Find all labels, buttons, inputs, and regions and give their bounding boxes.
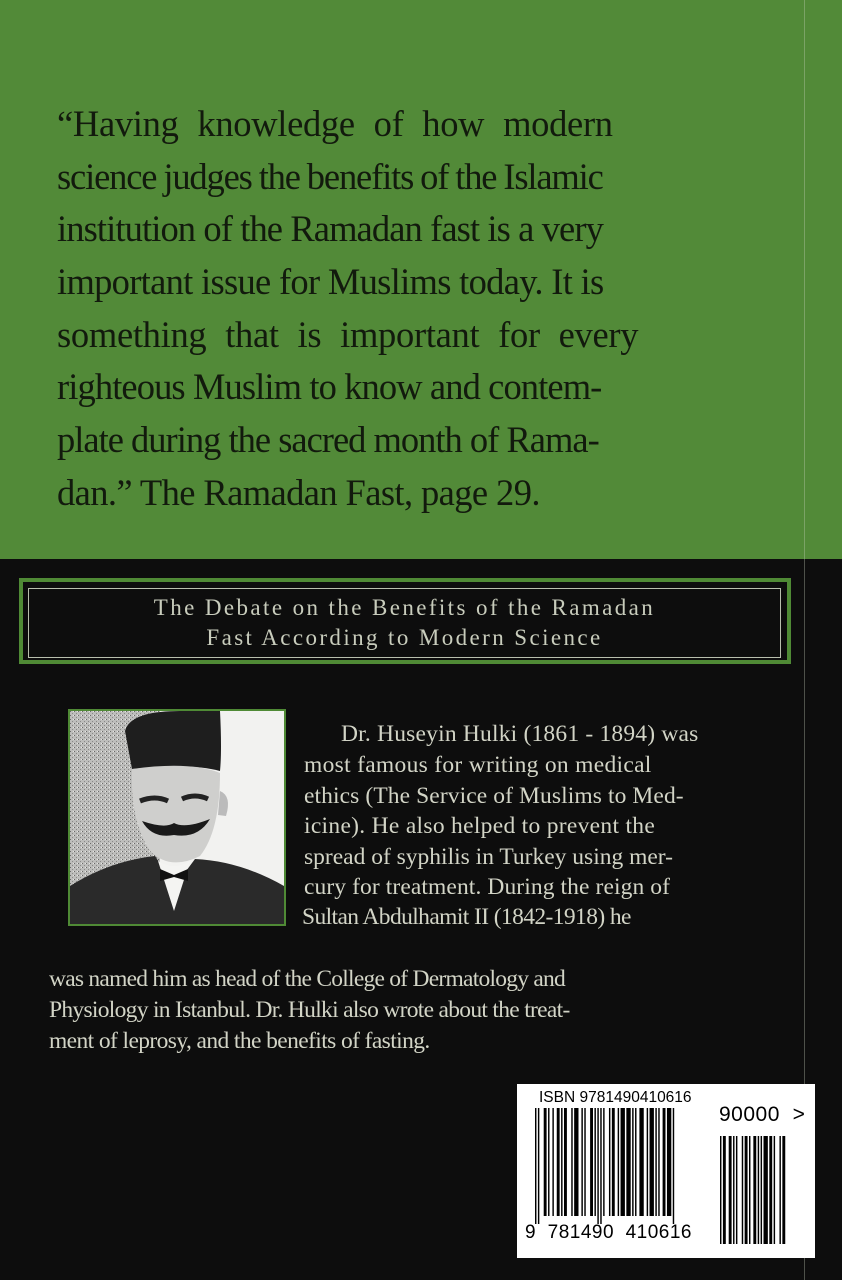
- barcode-bar: [597, 1108, 598, 1224]
- barcode-bar: [594, 1108, 595, 1216]
- barcode-bar: [564, 1108, 567, 1216]
- bio-line: icine). He also helped to prevent the: [304, 813, 656, 839]
- quote-line: plate during the sacred month of Rama-: [57, 419, 599, 461]
- book-title-line-2: Fast According to Modern Science: [206, 625, 603, 650]
- barcode-bar: [548, 1108, 549, 1216]
- barcode-bar: [612, 1108, 615, 1216]
- bio-line: Dr. Huseyin Hulki (1861 - 1894) was: [341, 721, 699, 747]
- barcode-bar: [658, 1108, 659, 1216]
- barcode-bar: [663, 1108, 666, 1216]
- isbn-barcode: [517, 1084, 815, 1258]
- barcode-bar: [720, 1136, 721, 1244]
- barcode-bar: [667, 1108, 671, 1216]
- barcode-bar: [581, 1108, 582, 1216]
- barcode-bar: [673, 1108, 674, 1224]
- barcode-bar: [621, 1108, 625, 1216]
- barcode-bar: [761, 1136, 762, 1244]
- barcode-bar: [574, 1108, 578, 1216]
- author-portrait-photo: [68, 709, 286, 926]
- barcode-bar: [552, 1108, 553, 1216]
- quote-line: science judges the benefits of the Islamic: [57, 155, 603, 197]
- barcode-bar: [584, 1108, 585, 1216]
- bio-line: most famous for writing on medical: [304, 752, 652, 778]
- barcode-bar: [538, 1108, 539, 1224]
- bio-line: ment of leprosy, and the benefits of fasting.: [49, 1028, 430, 1054]
- barcode-bar: [655, 1108, 656, 1216]
- quote-line: righteous Muslim to know and contem-: [57, 366, 602, 408]
- barcode-bar: [742, 1136, 743, 1244]
- price-addon-barcode-bars: [720, 1136, 800, 1246]
- book-title-box: [28, 588, 781, 658]
- bio-line: ethics (The Service of Muslims to Med-: [304, 783, 684, 809]
- barcode-bar: [764, 1136, 768, 1244]
- barcode-bar: [749, 1136, 750, 1244]
- barcode-bar: [723, 1136, 726, 1244]
- barcode-bar: [557, 1108, 560, 1216]
- quote-line: dan.” The Ramadan Fast, page 29.: [57, 471, 540, 513]
- barcode-bar: [544, 1108, 547, 1216]
- quote-line: important issue for Muslims today. It is: [57, 261, 604, 303]
- bio-line: Sultan Abdulhamit II (1842-1918) he: [302, 904, 631, 930]
- back-cover-quote: [57, 98, 773, 520]
- bio-line: cury for treatment. During the reign of: [304, 874, 671, 900]
- barcode-bar: [769, 1136, 772, 1244]
- price-code: 90000 >: [719, 1103, 806, 1126]
- barcode-bar: [561, 1108, 562, 1216]
- barcode-bar: [736, 1136, 737, 1244]
- barcode-bar: [609, 1108, 610, 1216]
- barcode-bar: [571, 1108, 572, 1216]
- barcode-bar: [745, 1136, 748, 1244]
- bio-line: Physiology in Istanbul. Dr. Hulki also wrote about the treat-: [49, 997, 570, 1023]
- barcode-bar: [774, 1136, 775, 1244]
- barcode-bar: [779, 1136, 780, 1244]
- barcode-bar: [753, 1136, 756, 1244]
- barcode-bar: [603, 1108, 604, 1216]
- barcode-bar: [733, 1136, 734, 1244]
- bio-line: was named him as head of the College of Dermatology and: [49, 966, 566, 992]
- barcode-bar: [618, 1108, 619, 1216]
- quote-line: “Having knowledge of how modern: [57, 103, 613, 144]
- barcode-bar: [632, 1108, 633, 1216]
- barcode-bar: [758, 1136, 759, 1244]
- bio-line: spread of syphilis in Turkey using mer-: [304, 844, 673, 870]
- barcode-bar: [626, 1108, 630, 1216]
- barcode-bar: [647, 1108, 648, 1216]
- isbn-digits: 9 781490 410616: [525, 1222, 692, 1243]
- barcode-bar: [650, 1108, 654, 1216]
- barcode-bar: [729, 1136, 732, 1244]
- quote-line: institution of the Ramadan fast is a very: [57, 208, 603, 250]
- book-title-line-1: The Debate on the Benefits of the Ramadan: [153, 595, 656, 620]
- barcode-bar: [590, 1108, 593, 1216]
- barcode-bar: [600, 1108, 601, 1224]
- barcode-bar: [782, 1136, 785, 1244]
- portrait-photo-icon: [70, 711, 284, 924]
- quote-line: something that is important for every: [57, 313, 639, 355]
- barcode-bar: [535, 1108, 536, 1224]
- isbn-label: ISBN 9781490410616: [539, 1089, 692, 1106]
- barcode-bar: [635, 1108, 636, 1216]
- barcode-bar: [639, 1108, 643, 1216]
